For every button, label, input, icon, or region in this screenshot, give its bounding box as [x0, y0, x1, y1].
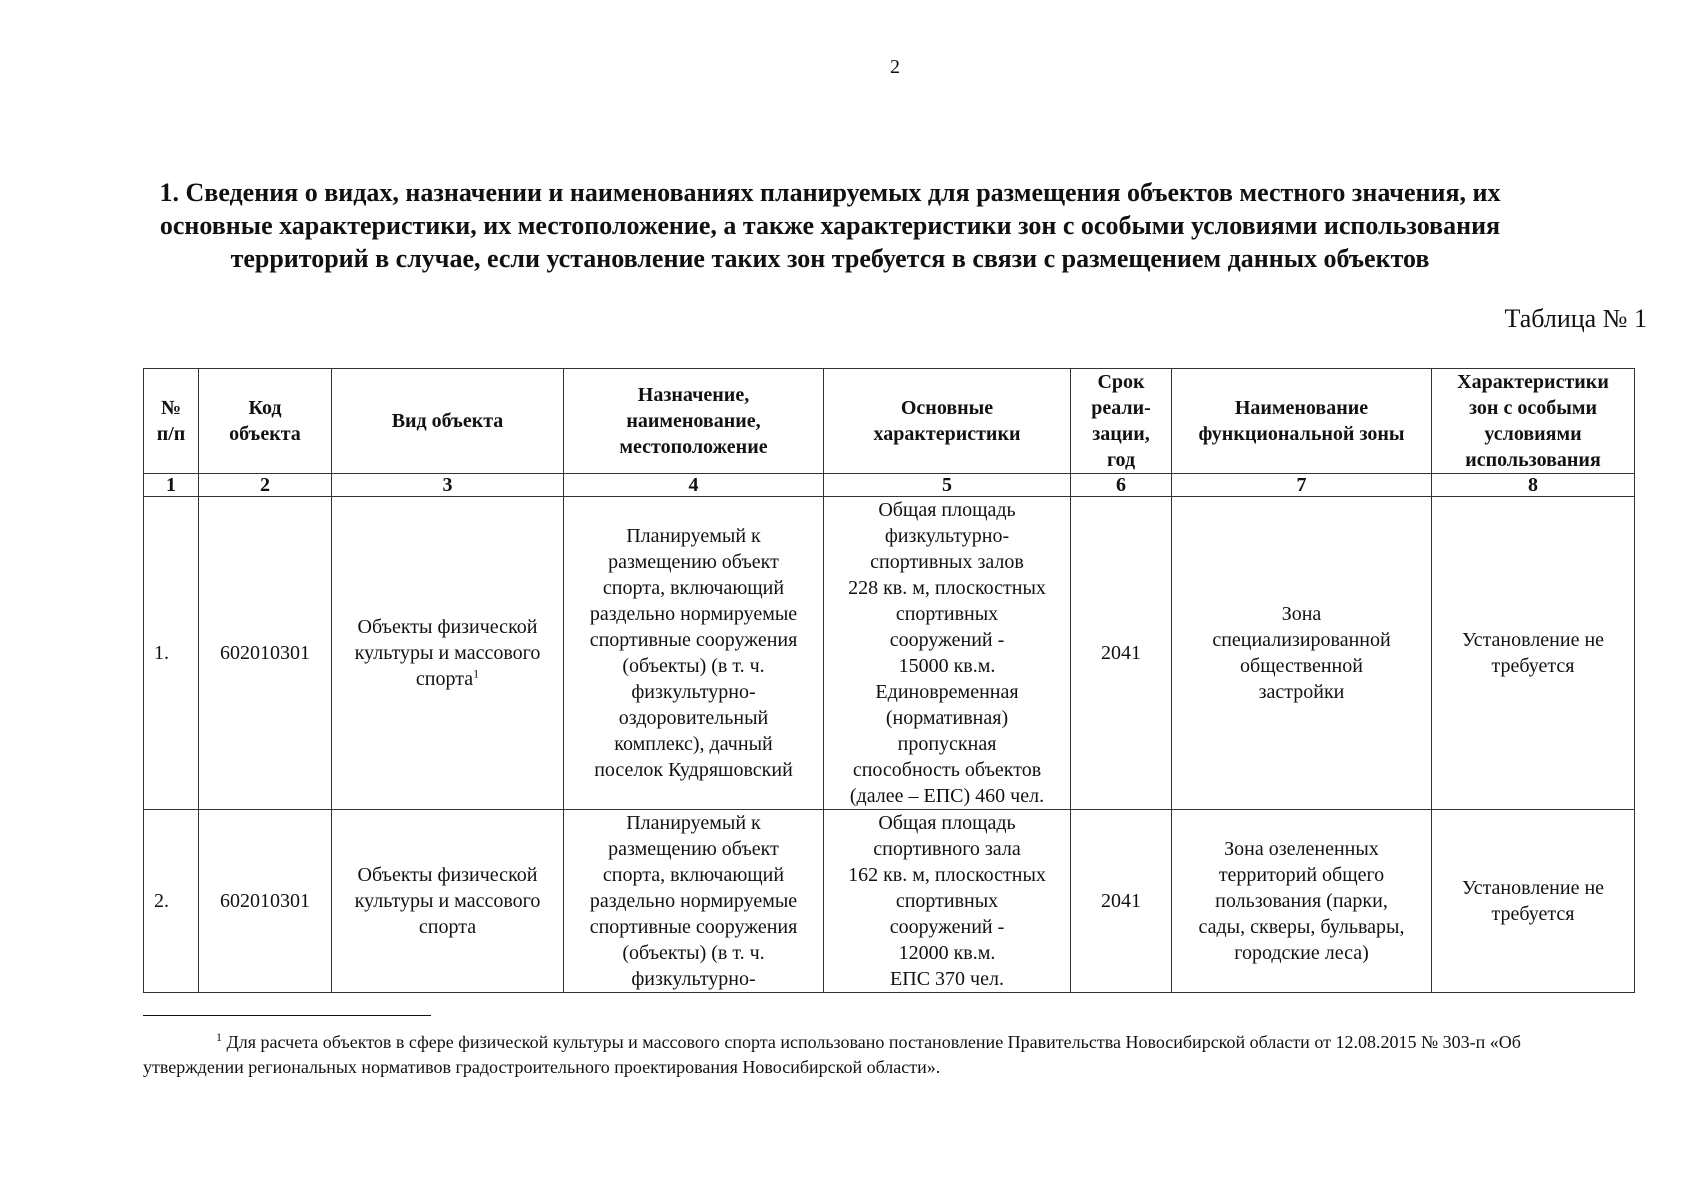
footnote-reference[interactable]: 1 [473, 666, 480, 681]
object-type-cell [332, 810, 564, 993]
header-cell-characteristics: Основные характеристики [824, 369, 1071, 474]
special-zone-characteristics: Установление не требуется [1432, 497, 1635, 810]
footnote-mark: 1 [216, 1030, 222, 1044]
row-number: 2. [144, 810, 199, 993]
footnote-text: Для расчета объектов в сфере физической культуры и массового спорта использовано постановление Правительства Новосибирской области от 12.08.2015 № 303-п «Об утверждении региональных нормативов градостроительного проектирования Новосибирской области». [143, 1032, 1521, 1077]
footnote [143, 1030, 1603, 1080]
realization-year: 2041 [1071, 810, 1172, 993]
object-characteristics: Общая площадь спортивного зала 162 кв. м, плоскостных спортивных сооружений - 12000 кв.м. ЕПС 370 чел. [824, 810, 1071, 993]
header-cell-purpose: Назначение, наименование, местоположение [564, 369, 824, 474]
object-code: 602010301 [199, 810, 332, 993]
header-cell-zone: Наименование функциональной зоны [1172, 369, 1432, 474]
table-caption: Таблица № 1 [1504, 304, 1647, 333]
table-row [144, 810, 1635, 993]
table-row [144, 497, 1635, 810]
object-code: 602010301 [199, 497, 332, 810]
row-number: 1. [144, 497, 199, 810]
objects-table [143, 368, 1635, 993]
object-characteristics: Общая площадь физкультурно- спортивных залов 228 кв. м, плоскостных спортивных сооружений - 15000 кв.м. Единовременная (нормативная) пропускная способность объектов (далее – ЕПС) 460 чел. [824, 497, 1071, 810]
page-number: 2 [890, 56, 900, 78]
special-zone-characteristics: Установление не требуется [1432, 810, 1635, 993]
functional-zone: Зона специализированной общественной застройки [1172, 497, 1432, 810]
footnote-separator [143, 1015, 431, 1016]
object-type: Объекты физической культуры и массового спорта [354, 616, 541, 690]
column-number: 1 [144, 474, 199, 497]
object-purpose: Планируемый к размещению объект спорта, включающий раздельно нормируемые спортивные сооружения (объекты) (в т. ч. физкультурно- [564, 810, 824, 993]
column-number: 4 [564, 474, 824, 497]
object-type-cell [332, 497, 564, 810]
header-cell-type: Вид объекта [332, 369, 564, 474]
realization-year: 2041 [1071, 497, 1172, 810]
header-cell-year: Срок реали- зации, год [1071, 369, 1172, 474]
column-number: 7 [1172, 474, 1432, 497]
header-cell-code: Код объекта [199, 369, 332, 474]
column-number: 8 [1432, 474, 1635, 497]
column-number-row [144, 474, 1635, 497]
header-cell-num: № п/п [144, 369, 199, 474]
column-number: 2 [199, 474, 332, 497]
section-heading: 1. Сведения о видах, назначении и наименованиях планируемых для размещения объектов местного значения, их основные характеристики, их местоположение, а также характеристики зон с особыми условиями использования территорий в случае, если установление таких зон требуется в связи с размещением данных объектов [159, 178, 1501, 273]
object-purpose: Планируемый к размещению объект спорта, включающий раздельно нормируемые спортивные сооружения (объекты) (в т. ч. физкультурно- оздоровительный комплекс), дачный поселок Кудряшовский [564, 497, 824, 810]
column-number: 5 [824, 474, 1071, 497]
column-number: 6 [1071, 474, 1172, 497]
table-header-row [144, 369, 1635, 474]
functional-zone: Зона озелененных территорий общего пользования (парки, сады, скверы, бульвары, городские леса) [1172, 810, 1432, 993]
column-number: 3 [332, 474, 564, 497]
object-type: Объекты физической культуры и массового спорта [354, 864, 541, 938]
header-cell-special: Характеристики зон с особыми условиями использования [1432, 369, 1635, 474]
